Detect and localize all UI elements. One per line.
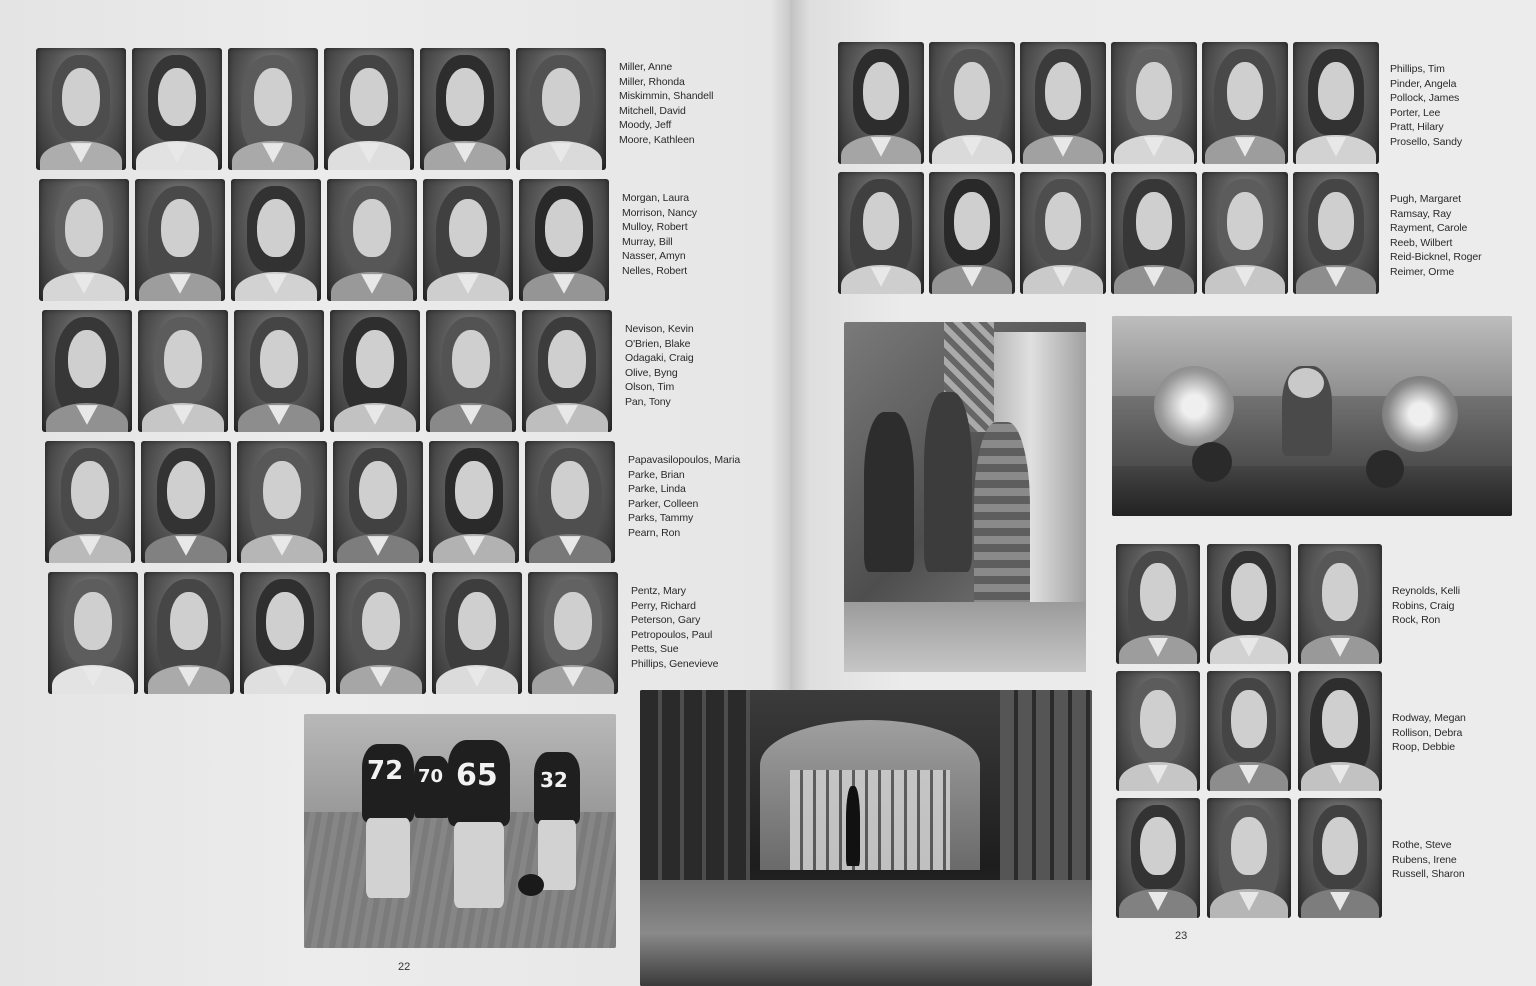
name-list [1392, 711, 1466, 755]
student-portrait [135, 179, 225, 301]
student-portrait [432, 572, 522, 694]
student-name: Papavasilopoulos, Maria [628, 454, 741, 466]
name-list [622, 191, 697, 278]
student-portrait [237, 441, 327, 563]
student-name: Ramsay, Ray [1390, 207, 1452, 220]
student-portrait [429, 441, 519, 563]
student-name: Rodway, Megan [1392, 712, 1466, 724]
name-list [1390, 192, 1481, 279]
student-name: Petts, Sue [631, 643, 679, 655]
student-portrait [1116, 671, 1200, 791]
student-name: Miller, Rhonda [619, 75, 685, 88]
student-name: Prosello, Sandy [1390, 135, 1463, 148]
name-list [1390, 62, 1462, 149]
student-portrait [838, 172, 924, 294]
student-name: Miskimmin, Shandell [619, 90, 714, 102]
student-name: Rubens, Irene [1392, 853, 1457, 866]
students-decorating-photo [844, 322, 1086, 672]
student-name: Phillips, Genevieve [631, 657, 719, 670]
student-name: Pan, Tony [625, 395, 671, 408]
name-list [628, 453, 740, 540]
student-portrait [1298, 671, 1382, 791]
student-name: Mitchell, David [619, 104, 686, 117]
student-name: Pollock, James [1390, 92, 1460, 104]
student-name: Olson, Tim [625, 381, 675, 393]
student-name: Reynolds, Kelli [1392, 585, 1460, 597]
student-portrait [36, 48, 126, 170]
student-name: Russell, Sharon [1392, 868, 1465, 880]
student-portrait [1020, 42, 1106, 164]
student-portrait [333, 441, 423, 563]
student-portrait [48, 572, 138, 694]
student-portrait [519, 179, 609, 301]
student-portrait [838, 42, 924, 164]
student-name: O'Brien, Blake [625, 337, 691, 350]
jersey-number: 72 [367, 756, 404, 786]
student-portrait [1207, 671, 1291, 791]
student-name: Pinder, Angela [1390, 77, 1457, 90]
student-name: Phillips, Tim [1390, 63, 1445, 75]
student-portrait [426, 310, 516, 432]
student-portrait [1116, 798, 1200, 918]
school-hallway-photo [640, 690, 1092, 986]
student-portrait [231, 179, 321, 301]
football-players-photo [304, 714, 616, 948]
student-name: Perry, Richard [631, 599, 696, 612]
student-name: Parke, Linda [628, 483, 686, 495]
student-portrait [929, 172, 1015, 294]
student-name: Rothe, Steve [1392, 839, 1452, 851]
student-portrait [228, 48, 318, 170]
student-name: Morrison, Nancy [622, 206, 697, 219]
student-portrait [330, 310, 420, 432]
name-list [625, 322, 694, 409]
student-portrait [522, 310, 612, 432]
student-portrait [336, 572, 426, 694]
student-portrait [39, 179, 129, 301]
student-name: Roop, Debbie [1392, 741, 1456, 753]
student-name: Robins, Craig [1392, 599, 1455, 612]
student-name: Nasser, Amyn [622, 250, 686, 262]
student-portrait [234, 310, 324, 432]
student-name: Rock, Ron [1392, 614, 1441, 626]
student-name: Miller, Anne [619, 61, 673, 73]
student-name: Parke, Brian [628, 468, 685, 481]
student-name: Murray, Bill [622, 235, 673, 248]
name-list [1392, 838, 1465, 882]
student-portrait [1207, 798, 1291, 918]
student-name: Pearn, Ron [628, 526, 681, 539]
name-list [1392, 584, 1460, 628]
student-name: Reid-Bicknel, Roger [1390, 251, 1482, 263]
student-portrait [45, 441, 135, 563]
student-portrait [240, 572, 330, 694]
jersey-number: 70 [418, 766, 444, 787]
student-name: Pugh, Margaret [1390, 193, 1461, 205]
student-portrait [1111, 172, 1197, 294]
student-portrait [1116, 544, 1200, 664]
student-name: Pentz, Mary [631, 585, 686, 597]
student-name: Rollison, Debra [1392, 726, 1463, 739]
student-portrait [1020, 172, 1106, 294]
student-portrait [141, 441, 231, 563]
student-name: Porter, Lee [1390, 106, 1441, 119]
student-portrait [1202, 172, 1288, 294]
student-portrait [132, 48, 222, 170]
jersey-number: 65 [456, 758, 498, 793]
student-portrait [1202, 42, 1288, 164]
student-portrait [420, 48, 510, 170]
student-name: Morgan, Laura [622, 192, 689, 204]
student-name: Moore, Kathleen [619, 133, 695, 146]
student-portrait [1298, 544, 1382, 664]
page-number-right: 23 [1175, 930, 1188, 942]
student-name: Rayment, Carole [1390, 222, 1468, 234]
student-name: Peterson, Gary [631, 614, 701, 626]
student-name: Parker, Colleen [628, 497, 699, 510]
student-portrait [327, 179, 417, 301]
student-name: Pratt, Hilary [1390, 121, 1444, 133]
student-portrait [1298, 798, 1382, 918]
student-portrait [324, 48, 414, 170]
student-name: Reimer, Orme [1390, 265, 1455, 278]
student-name: Reeb, Wilbert [1390, 236, 1453, 249]
page-number-left: 22 [398, 961, 411, 973]
student-portrait [1293, 172, 1379, 294]
jersey-number: 32 [540, 768, 568, 792]
student-portrait [144, 572, 234, 694]
student-portrait [1111, 42, 1197, 164]
name-list [631, 584, 718, 671]
student-name: Parks, Tammy [628, 512, 694, 524]
student-portrait [1293, 42, 1379, 164]
student-portrait [423, 179, 513, 301]
student-name: Nevison, Kevin [625, 323, 694, 335]
student-name: Odagaki, Craig [625, 352, 694, 364]
stage-performance-photo [1112, 316, 1512, 516]
name-list [619, 60, 713, 147]
student-portrait [1207, 544, 1291, 664]
student-portrait [138, 310, 228, 432]
student-name: Olive, Byng [625, 366, 678, 379]
student-portrait [528, 572, 618, 694]
student-portrait [525, 441, 615, 563]
student-portrait [42, 310, 132, 432]
student-portrait [929, 42, 1015, 164]
student-name: Petropoulos, Paul [631, 628, 713, 641]
student-name: Mulloy, Robert [622, 221, 688, 233]
student-name: Moody, Jeff [619, 119, 672, 131]
student-name: Nelles, Robert [622, 264, 688, 277]
student-portrait [516, 48, 606, 170]
